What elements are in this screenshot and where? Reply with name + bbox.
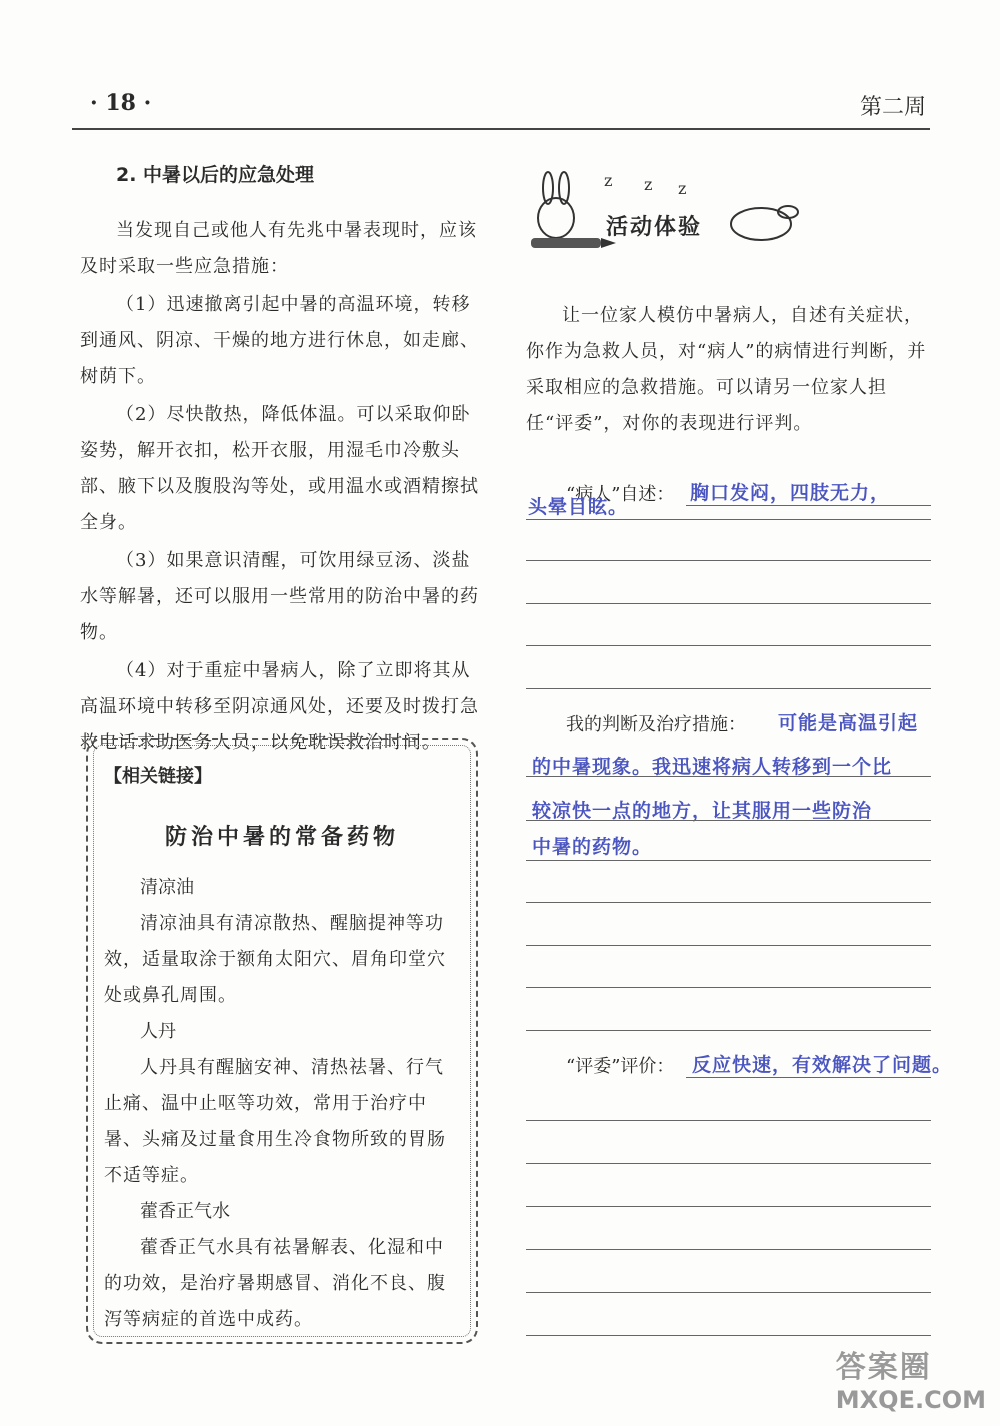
answer-line: [526, 987, 931, 988]
watermark-url: MXQE.COM: [835, 1386, 986, 1414]
paragraph: （2）尽快散热，降低体温。可以采取仰卧姿势，解开衣扣，松开衣服，用湿毛巾冷敷头部、腋下以及腹股沟等处，或用温水或酒精擦拭全身。: [80, 404, 479, 533]
answer-line: [526, 645, 931, 646]
answer-line: [526, 945, 931, 946]
drug-name: 清凉油: [140, 877, 194, 898]
drug-desc: 清凉油具有清凉散热、醒脑提神等功效，适量取涂于额角太阳穴、眉角印堂穴处或鼻孔周围。: [104, 913, 446, 1006]
pencil-icon: [531, 238, 601, 248]
related-tag: 【相关链接】: [104, 766, 212, 787]
answer-line: [526, 1335, 931, 1336]
related-title: 防治中暑的常备药物: [164, 824, 399, 850]
answer-line: [526, 603, 931, 604]
related-link-box: [86, 738, 478, 1344]
paragraph: 当发现自己或他人有先兆中暑表现时，应该及时采取一些应急措施：: [80, 220, 477, 277]
activity-instruction: 让一位家人模仿中暑病人，自述有关症状，你作为急救人员，对“病人”的病情进行判断，并采取相应的急救措施。可以请另一位家人担任“评委”，对你的表现进行评判。: [526, 305, 927, 434]
activity-title: 活动体验: [606, 215, 703, 240]
answer-line: [526, 1163, 931, 1164]
judgment-answer: 可能是高温引起: [778, 712, 919, 734]
section-title: 2. 中暑以后的应急处理: [116, 164, 315, 186]
drug-name: 藿香正气水: [140, 1201, 230, 1222]
sleeping-bunny-icon: [731, 208, 791, 240]
answer-line: [526, 519, 931, 520]
judge-label: “评委”评价：: [566, 1056, 675, 1077]
drug-desc: 藿香正气水具有祛暑解表、化湿和中的功效，是治疗暑期感冒、消化不良、腹泻等病症的首选中成药。: [104, 1237, 446, 1330]
paragraph: （1）迅速撤离引起中暑的高温环境，转移到通风、阴凉、干燥的地方进行休息，如走廊、树荫下。: [80, 294, 479, 387]
drug-desc: 人丹具有醒脑安神、清热祛暑、行气止痛、温中止呕等功效，常用于治疗中暑、头痛及过量食用生冷食物所致的胃肠不适等症。: [104, 1057, 446, 1186]
drug-name: 人丹: [140, 1021, 176, 1042]
patient-answer: 头晕目眩。: [528, 496, 629, 518]
patient-answer: 胸口发闷，四肢无力，: [690, 482, 891, 504]
answer-line: [526, 1249, 931, 1250]
answer-line: [526, 1292, 931, 1293]
answer-line: [526, 860, 931, 861]
activity-banner: [526, 168, 806, 268]
answer-line: [526, 902, 931, 903]
judge-answer: 反应快速，有效解决了问题。: [692, 1054, 953, 1076]
paragraph: （4）对于重症中暑病人，除了立即将其从高温环境中转移至阴凉通风处，还要及时拨打急救电话求助医务人员，以免耽误救治时间。: [80, 660, 479, 753]
week-label: 第二周: [859, 95, 926, 120]
judgment-answer: 中暑的药物。: [532, 836, 653, 858]
page-number: · 18 ·: [90, 90, 152, 116]
answer-line: [526, 820, 931, 821]
paragraph: （3）如果意识清醒，可饮用绿豆汤、淡盐水等解暑，还可以服用一些常用的防治中暑的药物。: [80, 550, 479, 643]
svg-text:z: z: [678, 179, 687, 198]
zzz-icon: z: [604, 171, 613, 190]
judgment-answer: 的中暑现象。我迅速将病人转移到一个比: [532, 756, 893, 778]
patient-label: “病人”自述：: [566, 484, 675, 505]
answer-line: [526, 688, 931, 689]
watermark: [836, 1342, 986, 1414]
answer-line: [526, 1120, 931, 1121]
answer-line: [526, 1206, 931, 1207]
related-body: [104, 870, 460, 1338]
answer-line: [686, 1077, 931, 1078]
answer-line: [686, 505, 931, 506]
page-header: [72, 88, 930, 130]
svg-text:z: z: [644, 175, 653, 194]
watermark-logo: 答案圈: [835, 1350, 932, 1385]
answer-line: [526, 1030, 931, 1031]
answer-line: [526, 560, 931, 561]
judgment-label: 我的判断及治疗措施：: [566, 714, 746, 735]
judgment-answer: 较凉快一点的地方，让其服用一些防治: [532, 800, 873, 822]
answer-line: [526, 776, 931, 777]
left-column: [80, 160, 485, 763]
